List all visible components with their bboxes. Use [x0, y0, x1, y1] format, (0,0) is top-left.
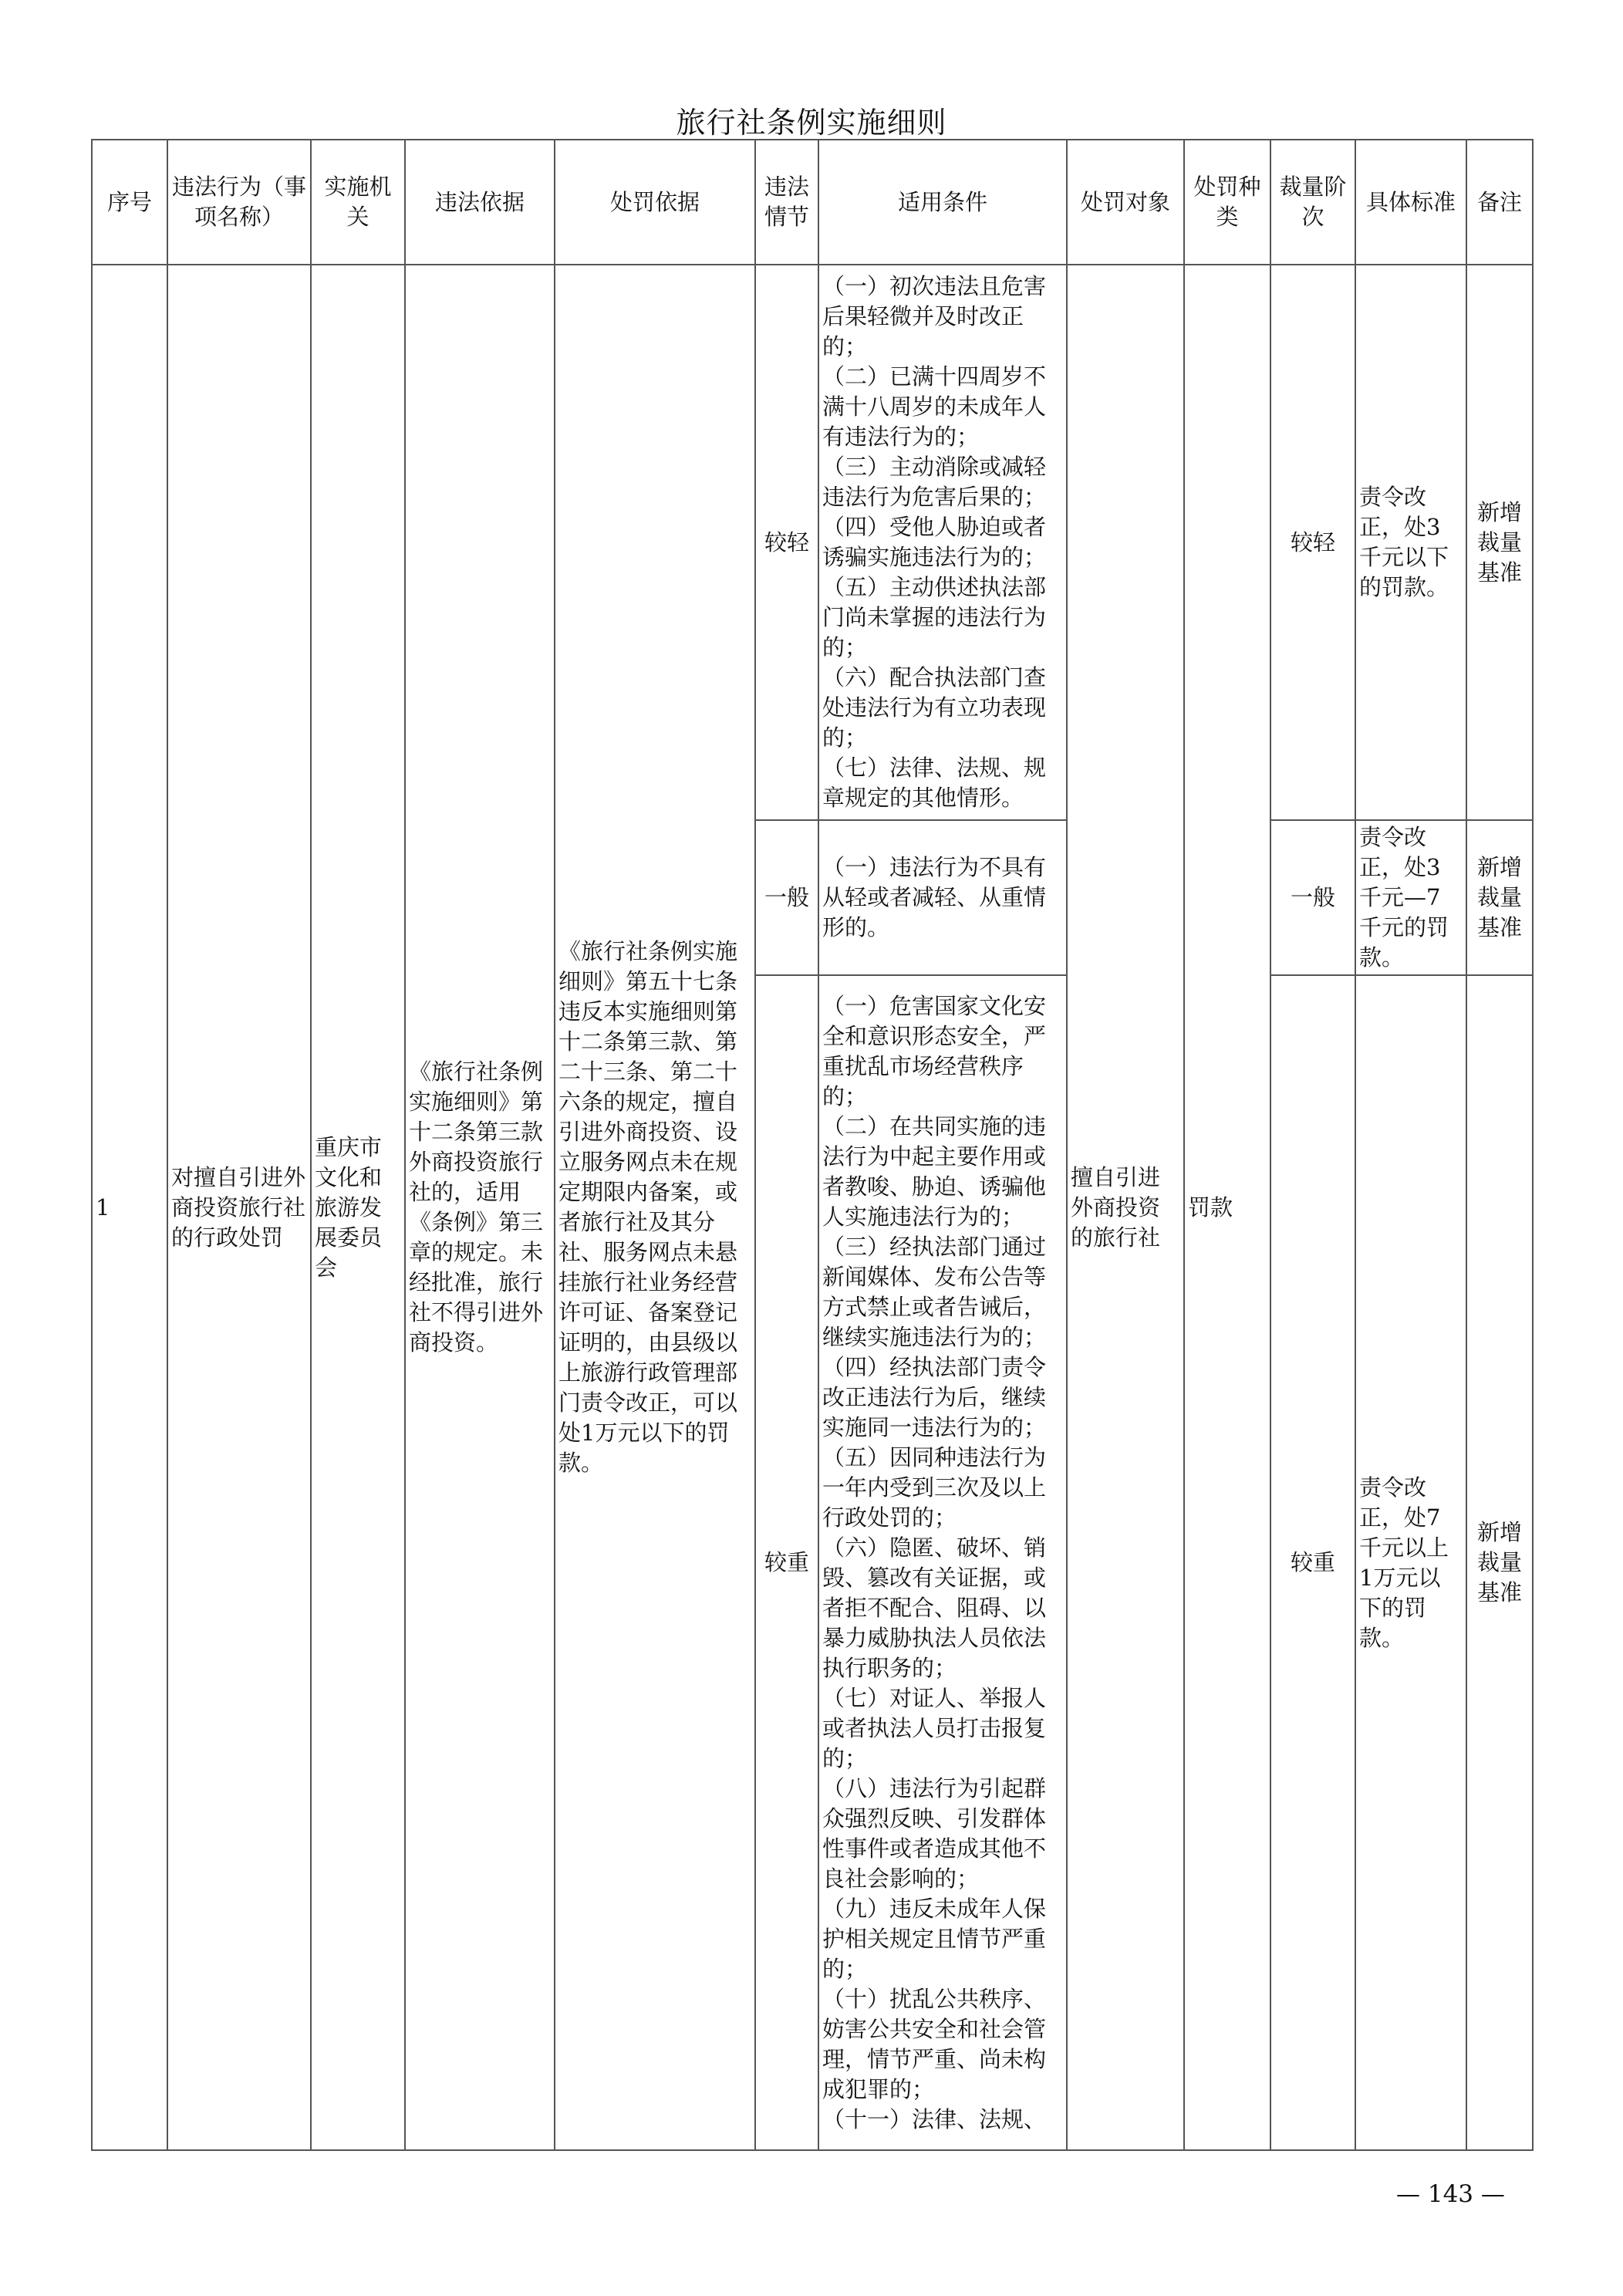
standard-light: 责令改正，处3千元以下的罚款。 — [1355, 265, 1466, 820]
header-penalty-basis: 处罚依据 — [555, 140, 755, 265]
header-type: 处罚种类 — [1184, 140, 1270, 265]
condition-item: （六）配合执法部门查处违法行为有立功表现的； — [822, 664, 1047, 751]
discretion-table — [91, 139, 1534, 2151]
condition-item: （十）扰乱公共秩序、妨害公共安全和社会管理，情节严重、尚未构成犯罪的； — [822, 1985, 1047, 2102]
circumstance-heavy: 较重 — [755, 975, 818, 2150]
conditions-heavy — [818, 975, 1067, 2150]
condition-item: （八）违法行为引起群众强烈反映、引发群体性事件或者造成其他不良社会影响的； — [822, 1774, 1047, 1892]
condition-item: （一）初次违法且危害后果轻微并及时改正的； — [822, 273, 1047, 360]
row-org: 重庆市文化和旅游发展委员会 — [311, 265, 405, 2150]
level-light: 较轻 — [1270, 265, 1355, 820]
header-circumstance: 违法情节 — [755, 140, 818, 265]
condition-item: （十一）法律、法规、 — [822, 2105, 1047, 2132]
header-standard: 具体标准 — [1355, 140, 1466, 265]
level-general: 一般 — [1270, 820, 1355, 975]
row-act: 对擅自引进外商投资旅行社的行政处罚 — [167, 265, 311, 2150]
condition-item: （四）受他人胁迫或者诱骗实施违法行为的； — [822, 514, 1047, 570]
level-heavy: 较重 — [1270, 975, 1355, 2150]
standard-heavy: 责令改正，处7千元以上1万元以下的罚款。 — [1355, 975, 1466, 2150]
condition-item: （九）违反未成年人保护相关规定且情节严重的； — [822, 1895, 1047, 1982]
page-number: — 143 — — [1396, 2180, 1505, 2208]
page-title: 旅行社条例实施细则 — [676, 106, 947, 140]
row-target: 擅自引进外商投资的旅行社 — [1067, 265, 1184, 2150]
header-note: 备注 — [1466, 140, 1533, 265]
condition-item: （五）主动供述执法部门尚未掌握的违法行为的； — [822, 574, 1047, 660]
header-org: 实施机关 — [311, 140, 405, 265]
row-type: 罚款 — [1184, 265, 1270, 2150]
condition-item: （二）已满十四周岁不满十八周岁的未成年人有违法行为的； — [822, 363, 1047, 450]
header-target: 处罚对象 — [1067, 140, 1184, 265]
condition-item: （六）隐匿、破坏、销毁、篡改有关证据，或者拒不配合、阻碍、以暴力威胁执法人员依法执行职务的； — [822, 1534, 1047, 1681]
condition-item: （四）经执法部门责令改正违法行为后，继续实施同一违法行为的； — [822, 1353, 1047, 1440]
condition-item: （三）经执法部门通过新闻媒体、发布公告等方式禁止或者告诫后，继续实施违法行为的； — [822, 1233, 1047, 1350]
circumstance-light: 较轻 — [755, 265, 818, 820]
condition-item: （一）违法行为不具有从轻或者减轻、从重情形的。 — [822, 854, 1047, 940]
note-light: 新增裁量基准 — [1466, 265, 1533, 820]
conditions-general — [818, 820, 1067, 975]
header-act: 违法行为（事项名称） — [167, 140, 311, 265]
header-illegal-basis: 违法依据 — [405, 140, 555, 265]
header-conditions: 适用条件 — [818, 140, 1067, 265]
note-heavy: 新增裁量基准 — [1466, 975, 1533, 2150]
note-general: 新增裁量基准 — [1466, 820, 1533, 975]
conditions-light — [818, 265, 1067, 820]
condition-item: （七）法律、法规、规章规定的其他情形。 — [822, 755, 1047, 811]
row-seq: 1 — [92, 265, 167, 2150]
row-illegal-basis: 《旅行社条例实施细则》第十二条第三款 外商投资旅行社的，适用《条例》第三章的规定。未经批准，旅行社不得引进外商投资。 — [405, 265, 555, 2150]
standard-general: 责令改正，处3千元—7千元的罚款。 — [1355, 820, 1466, 975]
header-level: 裁量阶次 — [1270, 140, 1355, 265]
condition-item: （七）对证人、举报人或者执法人员打击报复的； — [822, 1684, 1047, 1771]
circumstance-general: 一般 — [755, 820, 818, 975]
condition-item: （三）主动消除或减轻违法行为危害后果的； — [822, 454, 1047, 510]
condition-item: （五）因同种违法行为一年内受到三次及以上行政处罚的； — [822, 1443, 1047, 1531]
row-penalty-basis: 《旅行社条例实施细则》第五十七条 违反本实施细则第十二条第三款、第二十三条、第二十六条的规定，擅自引进外商投资、设立服务网点未在规定期限内备案，或者旅行社及其分社、服务网点未悬挂旅行社业务经营许可证、备案登记证明的，由县级以上旅游行政管理部门责令改正，可以处1万元以下的罚款。 — [555, 265, 755, 2150]
condition-item: （一）危害国家文化安全和意识形态安全，严重扰乱市场经营秩序的； — [822, 992, 1047, 1109]
tier-row-light — [92, 265, 1533, 820]
condition-item: （二）在共同实施的违法行为中起主要作用或者教唆、胁迫、诱骗他人实施违法行为的； — [822, 1113, 1047, 1230]
header-seq: 序号 — [92, 140, 167, 265]
header-row — [92, 140, 1533, 265]
